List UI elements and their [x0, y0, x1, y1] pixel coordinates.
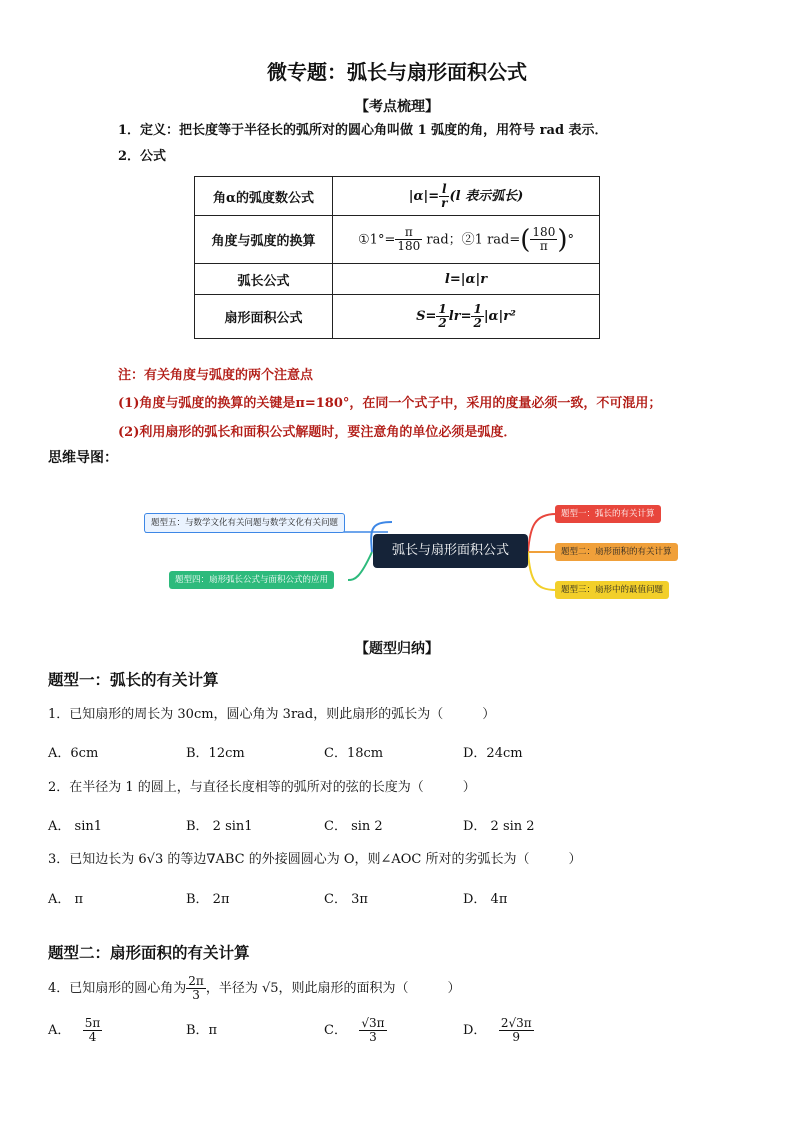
section-heading-key-points: 【考点梳理】 — [355, 99, 439, 115]
section-heading-question-types: 【题型归纳】 — [355, 641, 439, 657]
fraction-den: 3 — [192, 988, 200, 1002]
fraction-den: 9 — [512, 1030, 521, 1044]
definition-line: 1．定义：把长度等于半径长的弧所对的圆心角叫做 1 弧度的角，用符号 rad 表示． — [118, 123, 608, 138]
formula-part: rad；②1 rad= — [422, 232, 521, 247]
table-value-sector-area — [333, 295, 600, 339]
fraction-den: 2 — [438, 316, 447, 330]
table-key-radian-formula: 角α的弧度数公式 — [195, 177, 333, 216]
table-key-conversion: 角度与弧度的换算 — [195, 216, 333, 264]
formula-heading: 2．公式 — [118, 149, 167, 164]
mindmap-center-node: 弧长与扇形面积公式 — [373, 534, 528, 568]
fraction-num: 180 — [532, 225, 556, 239]
q4-option-c[interactable] — [324, 1016, 387, 1046]
note-title: 注：有关角度与弧度的两个注意点 — [118, 368, 314, 383]
note-2: (2)利用扇形的弧长和面积公式解题时，要注意角的单位必须是弧度． — [118, 425, 517, 440]
option-letter: C． — [324, 1023, 347, 1038]
formula-part: lr= — [448, 309, 472, 324]
mindmap-node-type2: 题型二：扇形面积的有关计算 — [555, 543, 678, 561]
fraction-den: 4 — [88, 1030, 97, 1044]
mindmap-node-type1: 题型一：弧长的有关计算 — [555, 505, 661, 523]
fraction — [186, 975, 206, 1002]
option-letter: D． — [463, 1023, 487, 1038]
fraction-num: l — [439, 183, 449, 197]
q2-option-c[interactable]: C． sin 2 — [324, 819, 383, 834]
q2-option-a[interactable]: A． sin1 — [48, 819, 102, 834]
fraction-num: 2√3π — [500, 1016, 532, 1030]
fraction — [439, 183, 449, 210]
fraction — [499, 1017, 534, 1044]
note-1: (1)角度与弧度的换算的关键是π=180°，在同一个式子中，采用的度量必须一致，不可混用； — [118, 396, 662, 411]
formula-part: |α|r² — [483, 309, 516, 324]
fraction — [395, 226, 422, 253]
question-2: 2．在半径为 1 的圆上，与直径长度相等的弧所对的弦的长度为（ ） — [48, 780, 476, 795]
q1-option-c[interactable]: C．18cm — [324, 746, 384, 761]
formula-part: ° — [567, 232, 574, 247]
fraction-num: √3π — [361, 1016, 385, 1030]
fraction — [471, 303, 483, 330]
fraction — [359, 1017, 386, 1044]
fraction-num: 5π — [84, 1016, 101, 1030]
question-3: 3．已知边长为 6√3 的等边∇ABC 的外接圆圆心为 O，则∠AOC 所对的劣弧长为（ ） — [48, 852, 582, 867]
connector-n1 — [528, 514, 556, 552]
fraction-den: 2 — [473, 316, 482, 330]
table-key-arc-length: 弧长公式 — [195, 264, 333, 295]
q4-option-d[interactable] — [463, 1016, 534, 1046]
formula-part: ①1°= — [358, 232, 396, 247]
q1-option-b[interactable]: B．12cm — [186, 746, 245, 761]
fraction-num: 1 — [438, 302, 447, 316]
question-4 — [48, 974, 461, 1004]
table-key-sector-area: 扇形面积公式 — [195, 295, 333, 339]
table-row — [195, 216, 600, 264]
q2-option-b[interactable]: B． 2 sin1 — [186, 819, 253, 834]
fraction — [530, 226, 557, 253]
fraction-den: π — [539, 239, 548, 253]
q4-text-b: ，半径为 √5，则此扇形的面积为（ ） — [205, 981, 461, 996]
table-value-conversion — [333, 216, 600, 264]
table-value-radian-formula — [333, 177, 600, 216]
q3-option-a[interactable]: A． π — [48, 892, 84, 907]
formula-table — [194, 176, 600, 339]
formula-note: (l 表示弧长) — [449, 188, 524, 204]
table-value-arc-length: l=|α|r — [333, 264, 600, 295]
right-paren: ) — [557, 224, 568, 255]
fraction — [436, 303, 448, 330]
connector-n3 — [528, 552, 556, 590]
left-paren: ( — [520, 224, 531, 255]
table-row — [195, 264, 600, 295]
type1-heading: 题型一：弧长的有关计算 — [48, 670, 219, 689]
page-title: 微专题：弧长与扇形面积公式 — [267, 60, 527, 84]
option-letter: A． — [48, 1023, 71, 1038]
q1-option-a[interactable]: A．6cm — [48, 746, 99, 761]
formula-part: |α|= — [408, 188, 440, 204]
q3-option-b[interactable]: B． 2π — [186, 892, 230, 907]
table-row — [195, 177, 600, 216]
q1-option-d[interactable]: D．24cm — [463, 746, 523, 761]
mindmap-node-type4: 题型四：扇形弧长公式与面积公式的应用 — [169, 571, 334, 589]
formula-part: S= — [416, 309, 437, 324]
q3-option-c[interactable]: C． 3π — [324, 892, 368, 907]
q4-text-a: 4．已知扇形的圆心角为 — [48, 981, 187, 996]
q4-option-a[interactable] — [48, 1016, 102, 1046]
mindmap-label: 思维导图： — [48, 450, 118, 466]
table-row — [195, 295, 600, 339]
fraction-den: r — [441, 195, 448, 210]
fraction-num: 1 — [473, 302, 482, 316]
fraction — [83, 1017, 103, 1044]
fraction-num: 2π — [188, 974, 204, 988]
q4-option-b[interactable]: B．π — [186, 1023, 218, 1038]
mindmap-node-type5: 题型五：与数学文化有关问题与数学文化有关问题 — [144, 513, 345, 533]
fraction-den: 180 — [397, 239, 421, 253]
type2-heading: 题型二：扇形面积的有关计算 — [48, 943, 250, 962]
question-1: 1．已知扇形的周长为 30cm，圆心角为 3rad，则此扇形的弧长为（ ） — [48, 707, 496, 722]
fraction-num: π — [395, 226, 422, 240]
fraction-den: 3 — [369, 1030, 377, 1044]
q2-option-d[interactable]: D． 2 sin 2 — [463, 819, 535, 834]
q3-option-d[interactable]: D． 4π — [463, 892, 508, 907]
connector-n4 — [348, 552, 372, 580]
mindmap-node-type3: 题型三：扇形中的最值问题 — [555, 581, 669, 599]
